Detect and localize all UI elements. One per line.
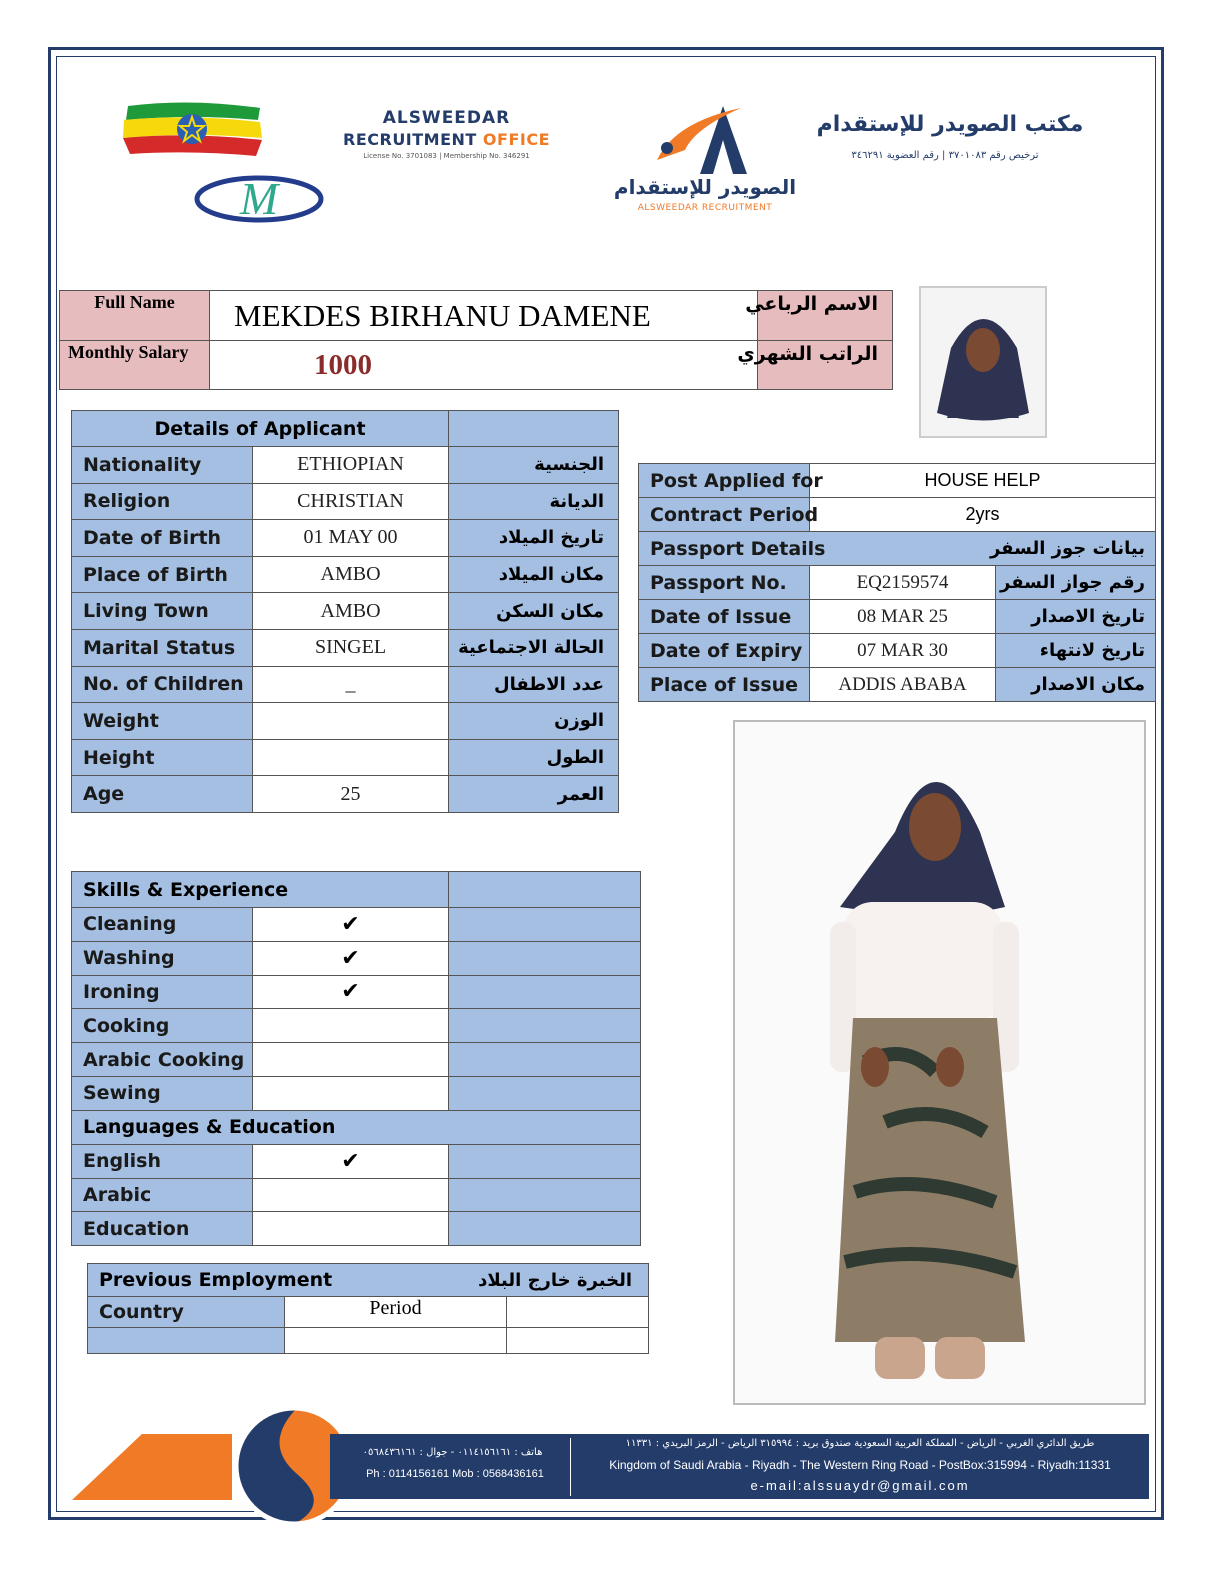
passport-label-arabic: رقم جواز السفر: [996, 566, 1156, 600]
details-row: [72, 483, 619, 520]
passport-label-arabic: مكان الاصدار: [996, 668, 1156, 702]
employment-title: Previous Employment: [88, 1264, 507, 1297]
passport-value: ADDIS ABABA: [810, 668, 996, 702]
details-label: Religion: [72, 483, 253, 520]
skill-extra-cell: [449, 1212, 641, 1246]
passport-label-arabic: تاريخ لانتهاء: [996, 634, 1156, 668]
skill-check-mark: ✔: [253, 908, 449, 942]
passport-row: [639, 566, 1156, 600]
full-name-value: MEKDES BIRHANU DAMENE: [210, 291, 758, 341]
passport-label: Date of Issue: [639, 600, 810, 634]
license-text: License No. 3701083 | Membership No. 346291: [363, 152, 530, 160]
passport-row: [639, 600, 1156, 634]
details-label-arabic: الحالة الاجتماعية: [449, 629, 619, 666]
post-value: HOUSE HELP: [810, 464, 1156, 498]
logo-english-name: ALSWEEDAR RECRUITMENT: [637, 203, 773, 213]
full-name-arabic: الاسم الرباعي: [758, 291, 893, 341]
skill-row: [72, 1076, 641, 1110]
footer-phone: Ph : 0114156161 Mob : 0568436161: [366, 1468, 544, 1480]
passport-header: Passport Details: [639, 532, 996, 566]
skill-extra-cell: [449, 1043, 641, 1077]
office-arabic-name: مكتب الصويدر للإستقدام: [816, 112, 1084, 137]
full-name-label: Full Name: [60, 291, 210, 341]
skill-extra-cell: [449, 1076, 641, 1110]
details-value: [253, 739, 449, 776]
contract-value: 2yrs: [810, 498, 1156, 532]
skill-extra-cell: [449, 1144, 641, 1178]
passport-row: [639, 668, 1156, 702]
period-label: Period: [285, 1297, 507, 1328]
employment-table: [87, 1263, 649, 1354]
details-value: AMBO: [253, 556, 449, 593]
applicant-photo-small: [919, 286, 1047, 438]
post-label: Post Applied for: [639, 464, 810, 498]
period-cell: [285, 1328, 507, 1354]
details-row: [72, 556, 619, 593]
details-label: Age: [72, 776, 253, 813]
footer-address: Kingdom of Saudi Arabia - Riyadh - The Western Ring Road - PostBox:315994 - Riyadh:11331: [609, 1458, 1111, 1472]
skill-extra-cell: [449, 1009, 641, 1043]
details-label-arabic: مكان الميلاد: [449, 556, 619, 593]
details-label: Height: [72, 739, 253, 776]
skill-check-mark: ✔: [253, 975, 449, 1009]
ethiopia-flag-icon: [120, 98, 265, 162]
details-value: 01 MAY 00: [253, 520, 449, 557]
license-arabic: ترخيص رقم ٣٧٠١٠٨٣ | رقم العضوية ٣٤٦٢٩١: [851, 150, 1039, 161]
skill-check-mark: [253, 1043, 449, 1077]
details-value: _: [253, 666, 449, 703]
passport-label: Place of Issue: [639, 668, 810, 702]
passport-value: 08 MAR 25: [810, 600, 996, 634]
details-value: 25: [253, 776, 449, 813]
details-value: SINGEL: [253, 629, 449, 666]
details-label: Nationality: [72, 447, 253, 484]
details-row: [72, 447, 619, 484]
skill-label: Arabic: [72, 1178, 253, 1212]
skills-title: Skills & Experience: [72, 872, 449, 908]
country-label: Country: [88, 1297, 285, 1328]
office-logo-en: [334, 108, 559, 160]
passport-label: Date of Expiry: [639, 634, 810, 668]
passport-label-arabic: تاريخ الاصدار: [996, 600, 1156, 634]
passport-row: [639, 634, 1156, 668]
details-row: [72, 666, 619, 703]
details-label-arabic: الديانة: [449, 483, 619, 520]
details-row: [72, 629, 619, 666]
skill-label: Washing: [72, 941, 253, 975]
skill-label: Cleaning: [72, 908, 253, 942]
details-value: ETHIOPIAN: [253, 447, 449, 484]
details-label-arabic: العمر: [449, 776, 619, 813]
passport-header-arabic: بيانات جوز السفر: [996, 532, 1156, 566]
skills-table: [71, 871, 641, 1246]
languages-title: Languages & Education: [72, 1110, 641, 1144]
skill-check-mark: [253, 1178, 449, 1212]
skill-extra-cell: [449, 975, 641, 1009]
footer-address-arabic: طريق الدائري الغربي - الرياض - المملكة العربية السعودية صندوق بريد : ٣١٥٩٩٤ الرياض - الرمز البريدي : ١١٣٣١: [625, 1438, 1095, 1449]
skill-label: Ironing: [72, 975, 253, 1009]
details-title: Details of Applicant: [72, 411, 449, 447]
skill-label: Arabic Cooking: [72, 1043, 253, 1077]
employment-title-arabic: الخبرة خارج البلاد: [507, 1264, 649, 1297]
details-label-arabic: الوزن: [449, 703, 619, 740]
country-cell: [88, 1328, 285, 1354]
details-label: No. of Children: [72, 666, 253, 703]
details-label: Marital Status: [72, 629, 253, 666]
identity-table: [59, 290, 893, 390]
skill-row: [72, 1212, 641, 1246]
post-table: [638, 463, 1156, 702]
applicant-photo-full: [733, 720, 1146, 1405]
skill-row: [72, 1178, 641, 1212]
skill-check-mark: [253, 1212, 449, 1246]
salary-value: 1000: [210, 341, 758, 390]
details-label-arabic: الجنسية: [449, 447, 619, 484]
skill-row: [72, 1043, 641, 1077]
passport-value: EQ2159574: [810, 566, 996, 600]
details-label: Weight: [72, 703, 253, 740]
footer-email: e-mail:alssuaydr@gmail.com: [750, 1478, 970, 1493]
skill-label: English: [72, 1144, 253, 1178]
logo-arabic-name: الصويدر للإستقدام: [613, 175, 797, 199]
details-label: Date of Birth: [72, 520, 253, 557]
salary-arabic: الراتب الشهري: [758, 341, 893, 390]
skill-label: Education: [72, 1212, 253, 1246]
details-value: CHRISTIAN: [253, 483, 449, 520]
m-logo-letter: M: [239, 173, 279, 224]
details-label-arabic: عدد الاطفال: [449, 666, 619, 703]
skill-extra-cell: [449, 941, 641, 975]
footer-phone-arabic: هاتف : ٠١١٤١٥٦١٦١ - جوال : ٠٥٦٨٤٣٦١٦١: [362, 1447, 543, 1458]
office-name-line1: ALSWEEDAR: [382, 108, 511, 128]
m-logo-icon: [192, 170, 327, 226]
details-value: AMBO: [253, 593, 449, 630]
details-row: [72, 520, 619, 557]
person-portrait-icon: [921, 288, 1045, 436]
details-value: [253, 703, 449, 740]
skill-row: [72, 1009, 641, 1043]
office-name-line2a: RECRUITMENT: [343, 130, 483, 149]
details-row: [72, 703, 619, 740]
details-label: Living Town: [72, 593, 253, 630]
skill-check-mark: [253, 1076, 449, 1110]
details-table: [71, 410, 619, 813]
details-row: [72, 593, 619, 630]
details-label: Place of Birth: [72, 556, 253, 593]
details-row: [72, 776, 619, 813]
a-logo-icon: [645, 100, 765, 178]
details-label-arabic: الطول: [449, 739, 619, 776]
skill-row: [72, 908, 641, 942]
skill-row: [72, 941, 641, 975]
skill-row: [72, 1144, 641, 1178]
office-name-line2b: OFFICE: [482, 130, 550, 149]
skill-label: Cooking: [72, 1009, 253, 1043]
skill-extra-cell: [449, 908, 641, 942]
skill-row: [72, 975, 641, 1009]
skill-extra-cell: [449, 1178, 641, 1212]
contract-label: Contract Period: [639, 498, 810, 532]
passport-value: 07 MAR 30: [810, 634, 996, 668]
details-label-arabic: مكان السكن: [449, 593, 619, 630]
details-label-arabic: تاريخ الميلاد: [449, 520, 619, 557]
details-row: [72, 739, 619, 776]
footer-logo-shapes: [72, 1414, 362, 1504]
footer-bar: [330, 1434, 1149, 1499]
skill-check-mark: ✔: [253, 941, 449, 975]
skill-check-mark: ✔: [253, 1144, 449, 1178]
salary-label: Monthly Salary: [60, 341, 210, 390]
skill-check-mark: [253, 1009, 449, 1043]
skill-label: Sewing: [72, 1076, 253, 1110]
person-fullbody-icon: [735, 722, 1144, 1403]
passport-label: Passport No.: [639, 566, 810, 600]
